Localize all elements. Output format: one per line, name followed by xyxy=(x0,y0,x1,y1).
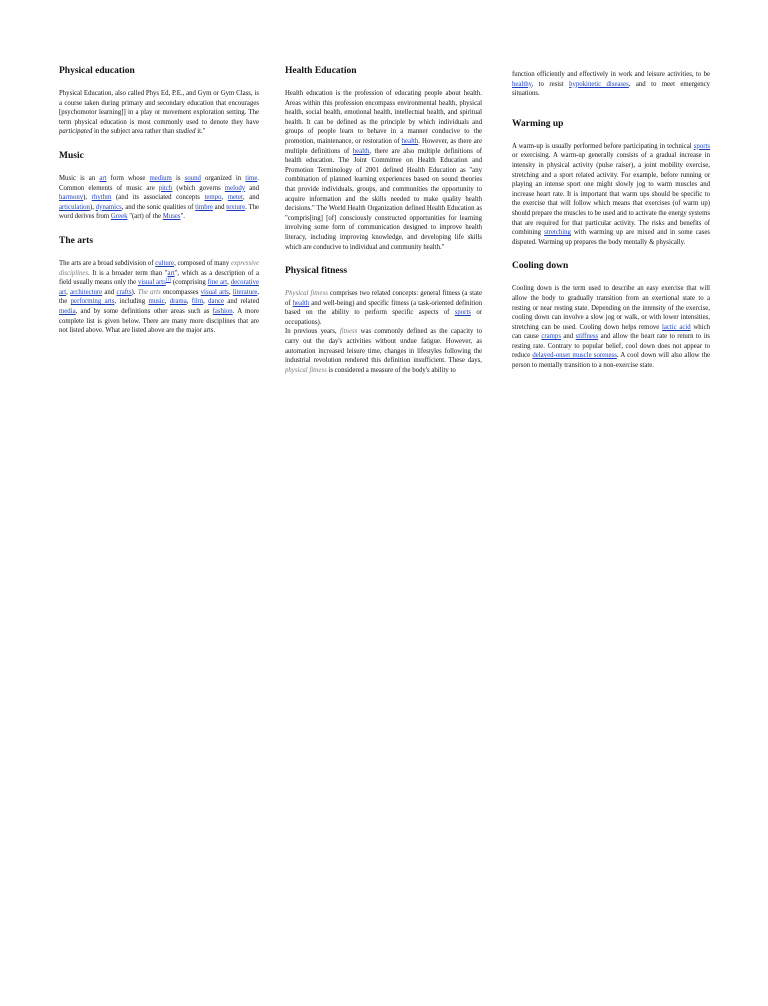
link-tempo[interactable]: tempo xyxy=(204,194,222,202)
link-sports[interactable]: sports xyxy=(454,309,471,317)
link-health[interactable]: health xyxy=(401,137,419,145)
warming-up-paragraph: A warm-up is usually performed before participating in technical sports or exercising. A warm-up generally consists of a gradual increase in intensity in physical activity (pulse raiser), a joint mobility exercise, stretching and a sport related activity. For example, before running or playing an intense sport one might slowly jog to warm muscles and increase heart rate. It is important that warm ups should be specific to the exercise that will follow which means that exercises (of warm up) should prepare the muscles to be used and to activate the energy systems that are required for that particular activity. The risks and benefits of combining stretching with warming up are mixed and in some cases disputed. Warming up prepares the body mentally & physically. xyxy=(512,142,710,246)
link-cramps[interactable]: cramps xyxy=(541,333,561,341)
section-title-music: Music xyxy=(59,150,84,161)
emphasis-physical-fitness-2: physical fitness xyxy=(285,366,327,374)
link-decorative-art[interactable]: decorative art xyxy=(59,279,260,296)
health-education-paragraph: Health education is the profession of educating people about health. Areas within this profession encompass environmental health, physical health, social health, emotional health, intellectual health, and spiritual health. It can be defined as the principle by which individuals and groups of people learn to behave in a manner conducive to the promotion, maintenance, or restoration of health. However, as there are multiple definitions of health, there are also multiple definitions of health education. The Joint Committee on Health Education and Promotion Terminology of 2001 defined Health Education as "any combination of planned learning experiences based on sound theories that provide individuals, groups, and communities the opportunity to acquire information and the skills needed to make quality health decisions." The World Health Organization defined Health Education as "compris[ing] [of] consciously constructed opportunities for learning involving some form of communication designed to improve health literacy, including improving knowledge, and developing life skills which are conducive to individual and community health." xyxy=(285,90,482,251)
fitness-continuation-paragraph: function efficiently and effectively in work and leisure activities, to be healthy, to resist hypokinetic diseases, and to meet emergency situations. xyxy=(512,71,711,98)
link-articulation[interactable]: articulation xyxy=(59,203,90,211)
link-literature[interactable]: literature xyxy=(232,288,258,296)
section-title-health-education: Health Education xyxy=(285,66,357,76)
link-art[interactable]: art xyxy=(99,174,107,182)
link-drama[interactable]: drama xyxy=(169,298,187,306)
column-right xyxy=(512,70,710,385)
link-stiffness[interactable]: stiffness xyxy=(575,333,599,341)
link-health-2[interactable]: health xyxy=(352,147,370,155)
column-left xyxy=(59,66,259,350)
link-architecture[interactable]: architecture xyxy=(70,288,103,296)
link-harmony[interactable]: harmony xyxy=(59,194,84,202)
link-pitch[interactable]: pitch xyxy=(158,184,173,192)
link-music[interactable]: music xyxy=(148,298,165,306)
link-greek[interactable]: Greek xyxy=(110,213,128,221)
link-culture[interactable]: culture xyxy=(155,259,175,267)
link-muses[interactable]: Muses xyxy=(162,213,181,221)
link-fashion[interactable]: fashion xyxy=(212,307,233,315)
link-crafts[interactable]: crafts xyxy=(116,288,132,296)
link-lactic-acid[interactable]: lactic acid xyxy=(661,323,691,331)
section-title-cooling-down: Cooling down xyxy=(512,261,569,272)
physical-fitness-paragraph-2: In previous years, fitness was commonly defined as the capacity to carry out the day's activities without undue fatigue. However, as automation increased leisure time, changes in lifestyles following the industrial revolution rendered this definition insufficient. These days, physical fitness is considered a measure of the body's ability to xyxy=(285,328,482,374)
section-title-physical-education: Physical education xyxy=(59,66,135,76)
emphasis-the-arts: The arts xyxy=(137,288,161,296)
column-middle xyxy=(285,66,482,389)
link-hypokinetic-diseases[interactable]: hypokinetic diseases xyxy=(569,80,629,88)
citation-1[interactable]: [1] xyxy=(165,276,172,282)
emphasis-fitness: fitness xyxy=(339,328,358,336)
link-stretching[interactable]: stretching xyxy=(544,229,571,237)
music-paragraph: Music is an art form whose medium is sound organized in time. Common elements of music are pitch (which governs melody and harmony), rhythm (and its associated concepts tempo, meter, and articulation), dynamics, and the sonic qualities of timbre and texture. The word derives from Greek "(art) of the Muses". xyxy=(59,174,260,221)
link-visual-arts-2[interactable]: visual arts xyxy=(200,288,229,296)
section-title-warming-up: Warming up xyxy=(512,118,564,129)
emphasis-physical-fitness: Physical fitness xyxy=(285,290,328,298)
link-performing-arts[interactable]: performing arts xyxy=(70,298,115,306)
section-title-physical-fitness: Physical fitness xyxy=(285,266,348,277)
link-timbre[interactable]: timbre xyxy=(195,203,213,211)
link-texture[interactable]: texture xyxy=(226,203,246,211)
link-art-term[interactable]: art xyxy=(167,269,175,277)
emphasis-studied: studied xyxy=(175,128,196,136)
link-sports-2[interactable]: sports xyxy=(693,142,710,150)
section-title-the-arts: The arts xyxy=(59,235,94,246)
link-meter[interactable]: meter xyxy=(227,194,243,202)
emphasis-participated: participated xyxy=(59,128,93,136)
link-healthy[interactable]: healthy xyxy=(512,80,532,88)
physical-fitness-paragraph: Physical fitness comprises two related concepts: general fitness (a state of health and well-being) and specific fitness (a task-oriented definition based on the ability to perform specific aspects of sports or occupations). xyxy=(285,290,483,326)
link-melody[interactable]: melody xyxy=(224,184,246,192)
physical-education-paragraph: Physical Education, also called Phys Ed, P.E., and Gym or Gym Class, is a course taken during primary and secondary education that encourages [psychomotor learning]] in a play or movement exploration setting. The term physical education is most commonly used to denote they have participated in the subject area rather than studied it." xyxy=(59,90,259,136)
cooling-down-paragraph: Cooling down is the term used to describe an easy exercise that will allow the body to gradually transition from an exertional state to a resting or near resting state. Depending on the intensity of the exercise, cooling down can involve a slow jog or walk, or with lower intensities, stretching can be used. Cooling down helps remove lactic acid which can cause cramps and stiffness and allow the heart rate to return to its resting rate. Contrary to popular belief, cool down does not appear to reduce delayed-onset muscle soreness. A cool down will also allow the person to mentally transition to a non-exercise state. xyxy=(512,285,711,370)
link-dynamics[interactable]: dynamics xyxy=(95,203,122,211)
link-health-3[interactable]: health xyxy=(292,299,310,307)
link-visual-arts[interactable]: visual arts xyxy=(137,279,166,287)
link-film[interactable]: film xyxy=(191,298,204,306)
arts-paragraph: The arts are a broad subdivision of culture, composed of many expressive disciplines. It is a broader term than "art", which as a description of a field usually means only the visual arts[1] (comprising fine art, decorative art, architecture and crafts). The arts encompasses visual arts, literature, the performing arts, including music, drama, film, dance and related media, and by some definitions other areas such as fashion. A more complete list is given below. There are many more disciplines that are not listed above. What are listed above are the major arts. xyxy=(59,259,260,335)
link-time[interactable]: time xyxy=(245,174,258,182)
link-delayed-onset-muscle-soreness[interactable]: delayed-onset muscle soreness xyxy=(532,352,617,360)
link-dance[interactable]: dance xyxy=(208,298,225,306)
link-rhythm[interactable]: rhythm xyxy=(91,194,112,202)
link-media[interactable]: media xyxy=(59,307,76,315)
link-sound[interactable]: sound xyxy=(184,174,201,182)
link-fine-art[interactable]: fine art xyxy=(207,279,228,287)
link-medium[interactable]: medium xyxy=(149,174,172,182)
emphasis-expressive-disciplines: expressive disciplines xyxy=(59,259,260,277)
